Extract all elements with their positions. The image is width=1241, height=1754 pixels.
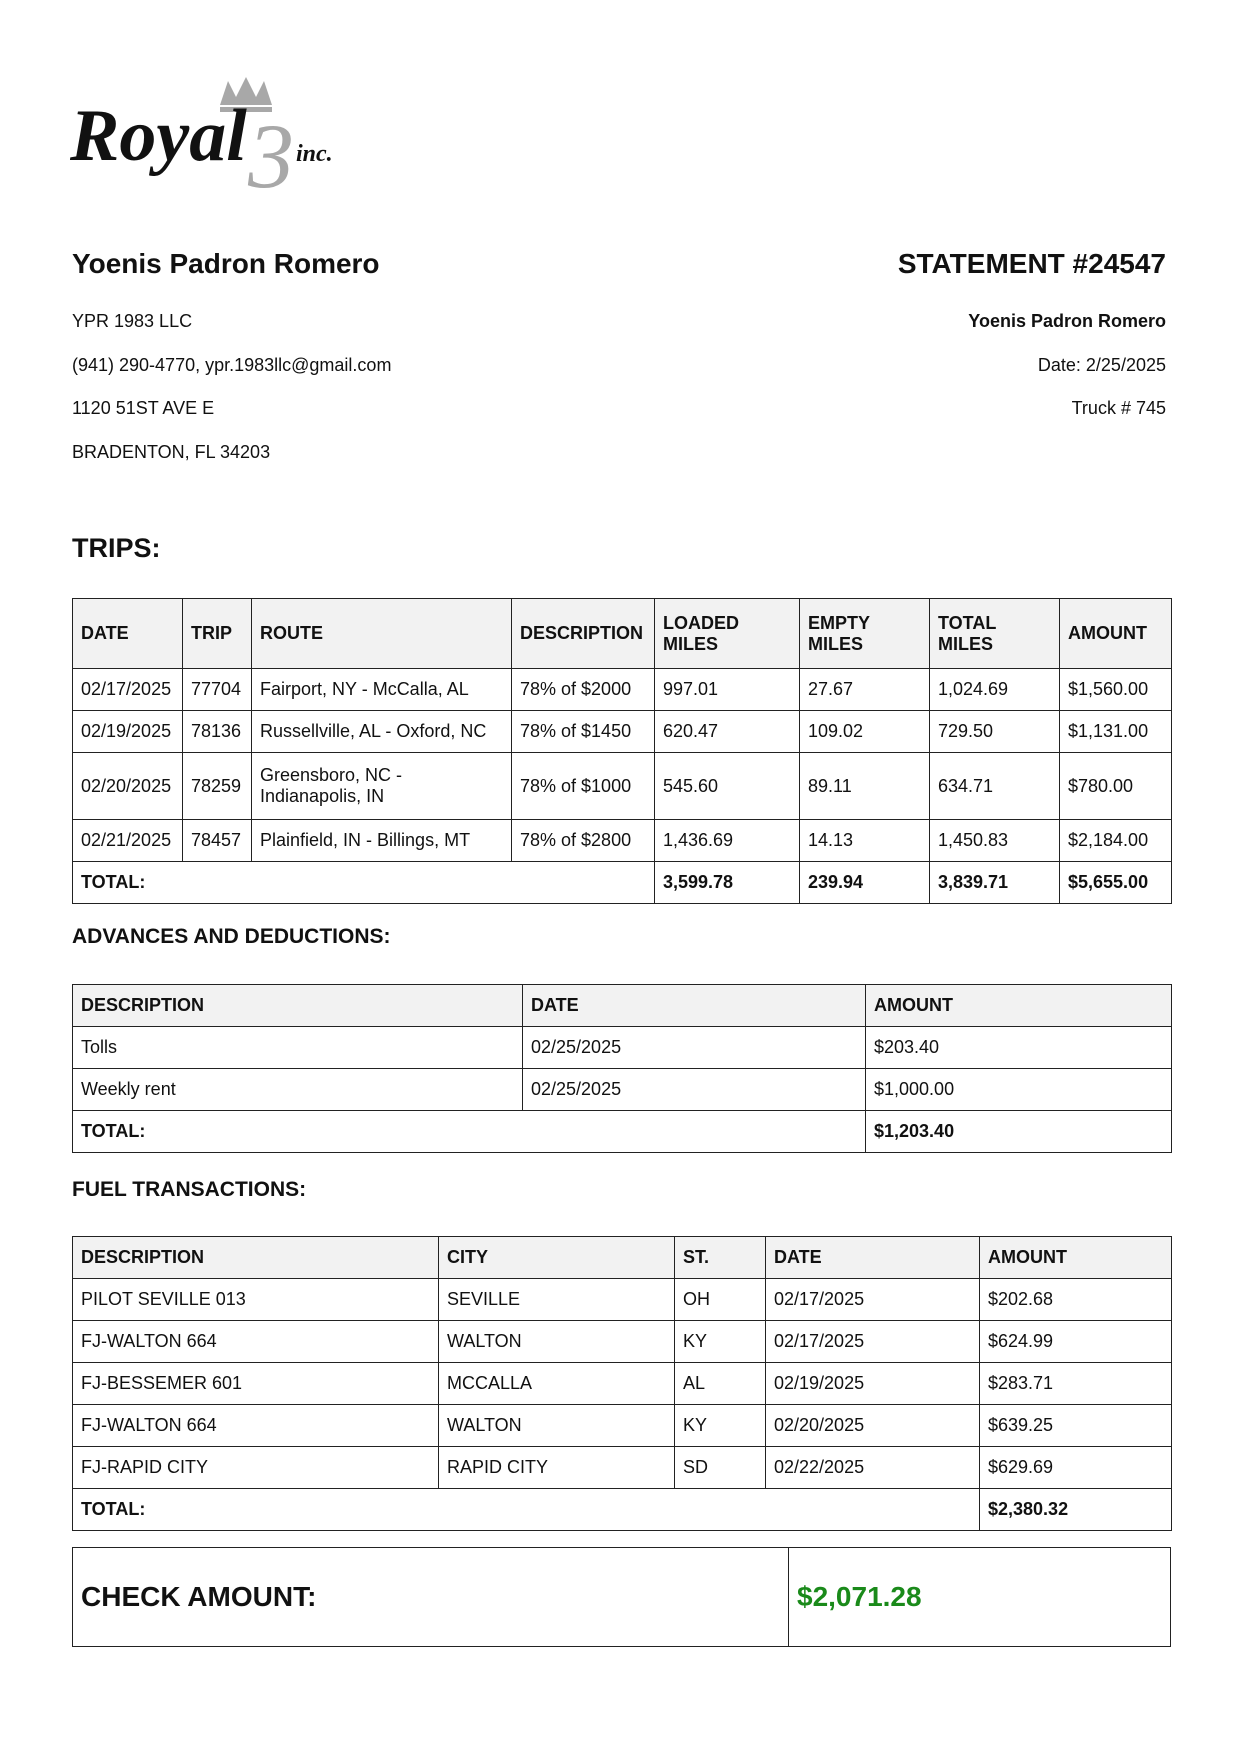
check-amount-value: $2,071.28 bbox=[797, 1581, 922, 1612]
company-name: YPR 1983 LLC bbox=[72, 311, 193, 331]
total-amount: $5,655.00 bbox=[1060, 862, 1172, 904]
cell: 89.11 bbox=[800, 753, 930, 820]
cell: $2,184.00 bbox=[1060, 820, 1172, 862]
table-row bbox=[73, 669, 1172, 711]
cell: Weekly rent bbox=[73, 1069, 523, 1111]
cell: 729.50 bbox=[930, 711, 1060, 753]
cell: OH bbox=[675, 1279, 766, 1321]
column-header: AMOUNT bbox=[980, 1237, 1172, 1279]
column-header: DATE bbox=[523, 985, 866, 1027]
total-row bbox=[73, 1111, 1172, 1153]
column-header: AMOUNT bbox=[1060, 599, 1172, 669]
statement-number: STATEMENT #24547 bbox=[897, 248, 1166, 279]
payee-info bbox=[72, 310, 391, 484]
trips-table bbox=[72, 598, 1172, 904]
cell: Fairport, NY - McCalla, AL bbox=[252, 669, 512, 711]
cell: $1,131.00 bbox=[1060, 711, 1172, 753]
total-amount: $1,203.40 bbox=[866, 1111, 1172, 1153]
cell: 02/21/2025 bbox=[73, 820, 183, 862]
cell: 78% of $2000 bbox=[512, 669, 655, 711]
cell: 78% of $1450 bbox=[512, 711, 655, 753]
table-row bbox=[73, 1405, 1172, 1447]
cell: KY bbox=[675, 1405, 766, 1447]
cell: 78457 bbox=[183, 820, 252, 862]
column-header: DATE bbox=[766, 1237, 980, 1279]
cell: SD bbox=[675, 1447, 766, 1489]
cell: $624.99 bbox=[980, 1321, 1172, 1363]
truck-number: Truck # 745 bbox=[1071, 398, 1166, 418]
advances-title: ADVANCES AND DEDUCTIONS: bbox=[72, 925, 391, 948]
table-row bbox=[73, 1363, 1172, 1405]
table-row bbox=[73, 1279, 1172, 1321]
cell: 634.71 bbox=[930, 753, 1060, 820]
cell: 1,436.69 bbox=[655, 820, 800, 862]
cell: 02/19/2025 bbox=[73, 711, 183, 753]
total-empty-miles: 239.94 bbox=[800, 862, 930, 904]
cell: Tolls bbox=[73, 1027, 523, 1069]
cell: 109.02 bbox=[800, 711, 930, 753]
cell: 02/17/2025 bbox=[766, 1279, 980, 1321]
advances-table bbox=[72, 984, 1172, 1153]
table-row bbox=[73, 1447, 1172, 1489]
cell: AL bbox=[675, 1363, 766, 1405]
cell: 02/17/2025 bbox=[766, 1321, 980, 1363]
total-total-miles: 3,839.71 bbox=[930, 862, 1060, 904]
cell: KY bbox=[675, 1321, 766, 1363]
cell: WALTON bbox=[439, 1321, 675, 1363]
column-header: DESCRIPTION bbox=[73, 1237, 439, 1279]
cell: 78136 bbox=[183, 711, 252, 753]
cell: Greensboro, NC - Indianapolis, IN bbox=[252, 753, 512, 820]
column-header: TOTAL MILES bbox=[930, 599, 1060, 669]
cell: RAPID CITY bbox=[439, 1447, 675, 1489]
cell: $203.40 bbox=[866, 1027, 1172, 1069]
payee-name: Yoenis Padron Romero bbox=[72, 248, 380, 279]
cell: 1,450.83 bbox=[930, 820, 1060, 862]
cell: WALTON bbox=[439, 1405, 675, 1447]
cell: 02/17/2025 bbox=[73, 669, 183, 711]
total-label: TOTAL: bbox=[73, 1111, 866, 1153]
table-header-row bbox=[73, 1237, 1172, 1279]
total-row bbox=[73, 862, 1172, 904]
column-header: CITY bbox=[439, 1237, 675, 1279]
company-logo bbox=[70, 75, 390, 195]
column-header: ST. bbox=[675, 1237, 766, 1279]
cell: 545.60 bbox=[655, 753, 800, 820]
cell: $639.25 bbox=[980, 1405, 1172, 1447]
check-amount-box bbox=[72, 1547, 1171, 1647]
table-row bbox=[73, 1069, 1172, 1111]
logo-number: 3 bbox=[248, 105, 294, 195]
check-amount-label: CHECK AMOUNT: bbox=[73, 1548, 789, 1646]
column-header: DATE bbox=[73, 599, 183, 669]
column-header: TRIP bbox=[183, 599, 252, 669]
column-header: LOADED MILES bbox=[655, 599, 800, 669]
total-label: TOTAL: bbox=[73, 1489, 980, 1531]
cell: 78% of $1000 bbox=[512, 753, 655, 820]
column-header: DESCRIPTION bbox=[73, 985, 523, 1027]
cell: 77704 bbox=[183, 669, 252, 711]
cell: $283.71 bbox=[980, 1363, 1172, 1405]
total-label: TOTAL: bbox=[73, 862, 655, 904]
cell: Plainfield, IN - Billings, MT bbox=[252, 820, 512, 862]
cell: 78259 bbox=[183, 753, 252, 820]
cell: 78% of $2800 bbox=[512, 820, 655, 862]
cell: $780.00 bbox=[1060, 753, 1172, 820]
contact-line: (941) 290-4770, ypr.1983llc@gmail.com bbox=[72, 354, 392, 375]
total-amount: $2,380.32 bbox=[980, 1489, 1172, 1531]
cell: SEVILLE bbox=[439, 1279, 675, 1321]
column-header: EMPTY MILES bbox=[800, 599, 930, 669]
address-line-2: BRADENTON, FL 34203 bbox=[72, 441, 271, 462]
cell: 02/25/2025 bbox=[523, 1069, 866, 1111]
cell: PILOT SEVILLE 013 bbox=[73, 1279, 439, 1321]
cell: 620.47 bbox=[655, 711, 800, 753]
cell: 14.13 bbox=[800, 820, 930, 862]
column-header: ROUTE bbox=[252, 599, 512, 669]
table-row bbox=[73, 1027, 1172, 1069]
fuel-title: FUEL TRANSACTIONS: bbox=[72, 1178, 307, 1201]
cell: 02/19/2025 bbox=[766, 1363, 980, 1405]
cell: $1,560.00 bbox=[1060, 669, 1172, 711]
table-row bbox=[73, 753, 1172, 820]
address-line-1: 1120 51ST AVE E bbox=[72, 398, 215, 418]
table-row bbox=[73, 711, 1172, 753]
table-header-row bbox=[73, 599, 1172, 669]
table-header-row bbox=[73, 985, 1172, 1027]
logo-wordmark: Royal bbox=[70, 95, 247, 177]
cell: 27.67 bbox=[800, 669, 930, 711]
cell: 02/25/2025 bbox=[523, 1027, 866, 1069]
logo-suffix: inc. bbox=[296, 141, 333, 167]
cell: 02/20/2025 bbox=[766, 1405, 980, 1447]
cell: FJ-BESSEMER 601 bbox=[73, 1363, 439, 1405]
cell: 1,024.69 bbox=[930, 669, 1060, 711]
cell: Russellville, AL - Oxford, NC bbox=[252, 711, 512, 753]
total-row bbox=[73, 1489, 1172, 1531]
cell: MCCALLA bbox=[439, 1363, 675, 1405]
statement-driver: Yoenis Padron Romero bbox=[968, 311, 1166, 331]
statement-info bbox=[968, 310, 1166, 441]
statement-date: Date: 2/25/2025 bbox=[1037, 354, 1166, 375]
column-header: AMOUNT bbox=[866, 985, 1172, 1027]
total-loaded-miles: 3,599.78 bbox=[655, 862, 800, 904]
cell: 02/22/2025 bbox=[766, 1447, 980, 1489]
cell: 997.01 bbox=[655, 669, 800, 711]
trips-title: TRIPS: bbox=[72, 533, 161, 563]
cell: FJ-WALTON 664 bbox=[73, 1321, 439, 1363]
cell: FJ-RAPID CITY bbox=[73, 1447, 439, 1489]
column-header: DESCRIPTION bbox=[512, 599, 655, 669]
cell: FJ-WALTON 664 bbox=[73, 1405, 439, 1447]
cell: $202.68 bbox=[980, 1279, 1172, 1321]
cell: 02/20/2025 bbox=[73, 753, 183, 820]
cell: $629.69 bbox=[980, 1447, 1172, 1489]
fuel-table bbox=[72, 1236, 1172, 1531]
table-row bbox=[73, 820, 1172, 862]
cell: $1,000.00 bbox=[866, 1069, 1172, 1111]
table-row bbox=[73, 1321, 1172, 1363]
